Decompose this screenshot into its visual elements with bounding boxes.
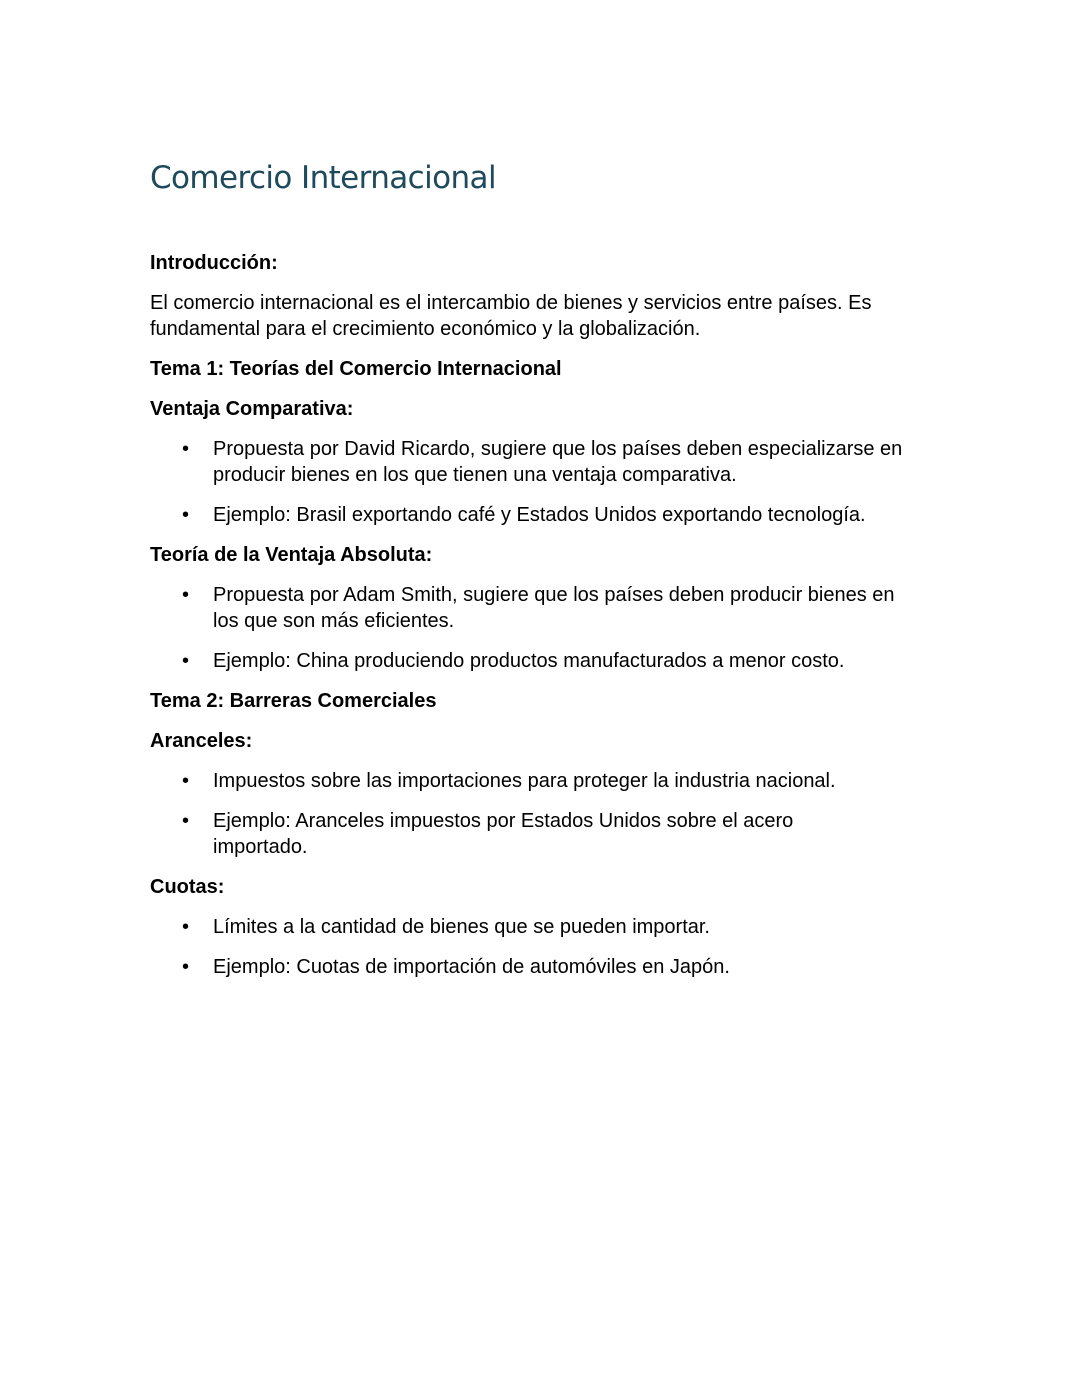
list-item (150, 954, 930, 980)
bullet-icon: • (182, 810, 190, 832)
tema2-heading: Tema 2: Barreras Comerciales (150, 690, 437, 712)
ventaja-absoluta-list (150, 582, 930, 674)
ventaja-comparativa-heading: Ventaja Comparativa: (150, 398, 354, 420)
ventaja-absoluta-heading: Teoría de la Ventaja Absoluta: (150, 544, 433, 566)
list-item-text: Impuestos sobre las importaciones para proteger la industria nacional. (213, 770, 836, 792)
document-title: Comercio Internacional (150, 160, 496, 196)
bullet-icon: • (182, 916, 190, 938)
cuotas-heading: Cuotas: (150, 876, 225, 898)
aranceles-list (150, 768, 930, 860)
list-item (150, 436, 913, 488)
ventaja-comparativa-list (150, 436, 930, 528)
bullet-icon: • (182, 584, 190, 606)
bullet-icon: • (182, 956, 190, 978)
list-item-text: Ejemplo: Cuotas de importación de automóviles en Japón. (213, 956, 730, 978)
list-item (150, 502, 930, 528)
aranceles-heading: Aranceles: (150, 730, 253, 752)
intro-paragraph: El comercio internacional es el intercambio de bienes y servicios entre países. Es fundamental para el crecimiento económico y la globalización. (150, 292, 872, 340)
list-item-text: Ejemplo: Aranceles impuestos por Estados Unidos sobre el acero importado. (213, 810, 794, 858)
bullet-icon: • (182, 504, 190, 526)
document-body (150, 250, 930, 994)
tema1-heading: Tema 1: Teorías del Comercio Internacional (150, 358, 562, 380)
cuotas-list (150, 914, 930, 980)
list-item-text: Propuesta por Adam Smith, sugiere que los países deben producir bienes en los que son más eficientes. (213, 584, 895, 632)
intro-heading: Introducción: (150, 252, 278, 274)
bullet-icon: • (182, 438, 190, 460)
list-item (150, 768, 930, 794)
list-item-text: Ejemplo: China produciendo productos manufacturados a menor costo. (213, 650, 845, 672)
bullet-icon: • (182, 770, 190, 792)
list-item-text: Límites a la cantidad de bienes que se pueden importar. (213, 916, 710, 938)
list-item-text: Ejemplo: Brasil exportando café y Estados Unidos exportando tecnología. (213, 504, 866, 526)
list-item-text: Propuesta por David Ricardo, sugiere que los países deben especializarse en producir bienes en los que tienen una ventaja comparativa. (213, 438, 903, 486)
list-item (150, 648, 930, 674)
list-item (150, 808, 838, 860)
list-item (150, 914, 930, 940)
list-item (150, 582, 908, 634)
bullet-icon: • (182, 650, 190, 672)
